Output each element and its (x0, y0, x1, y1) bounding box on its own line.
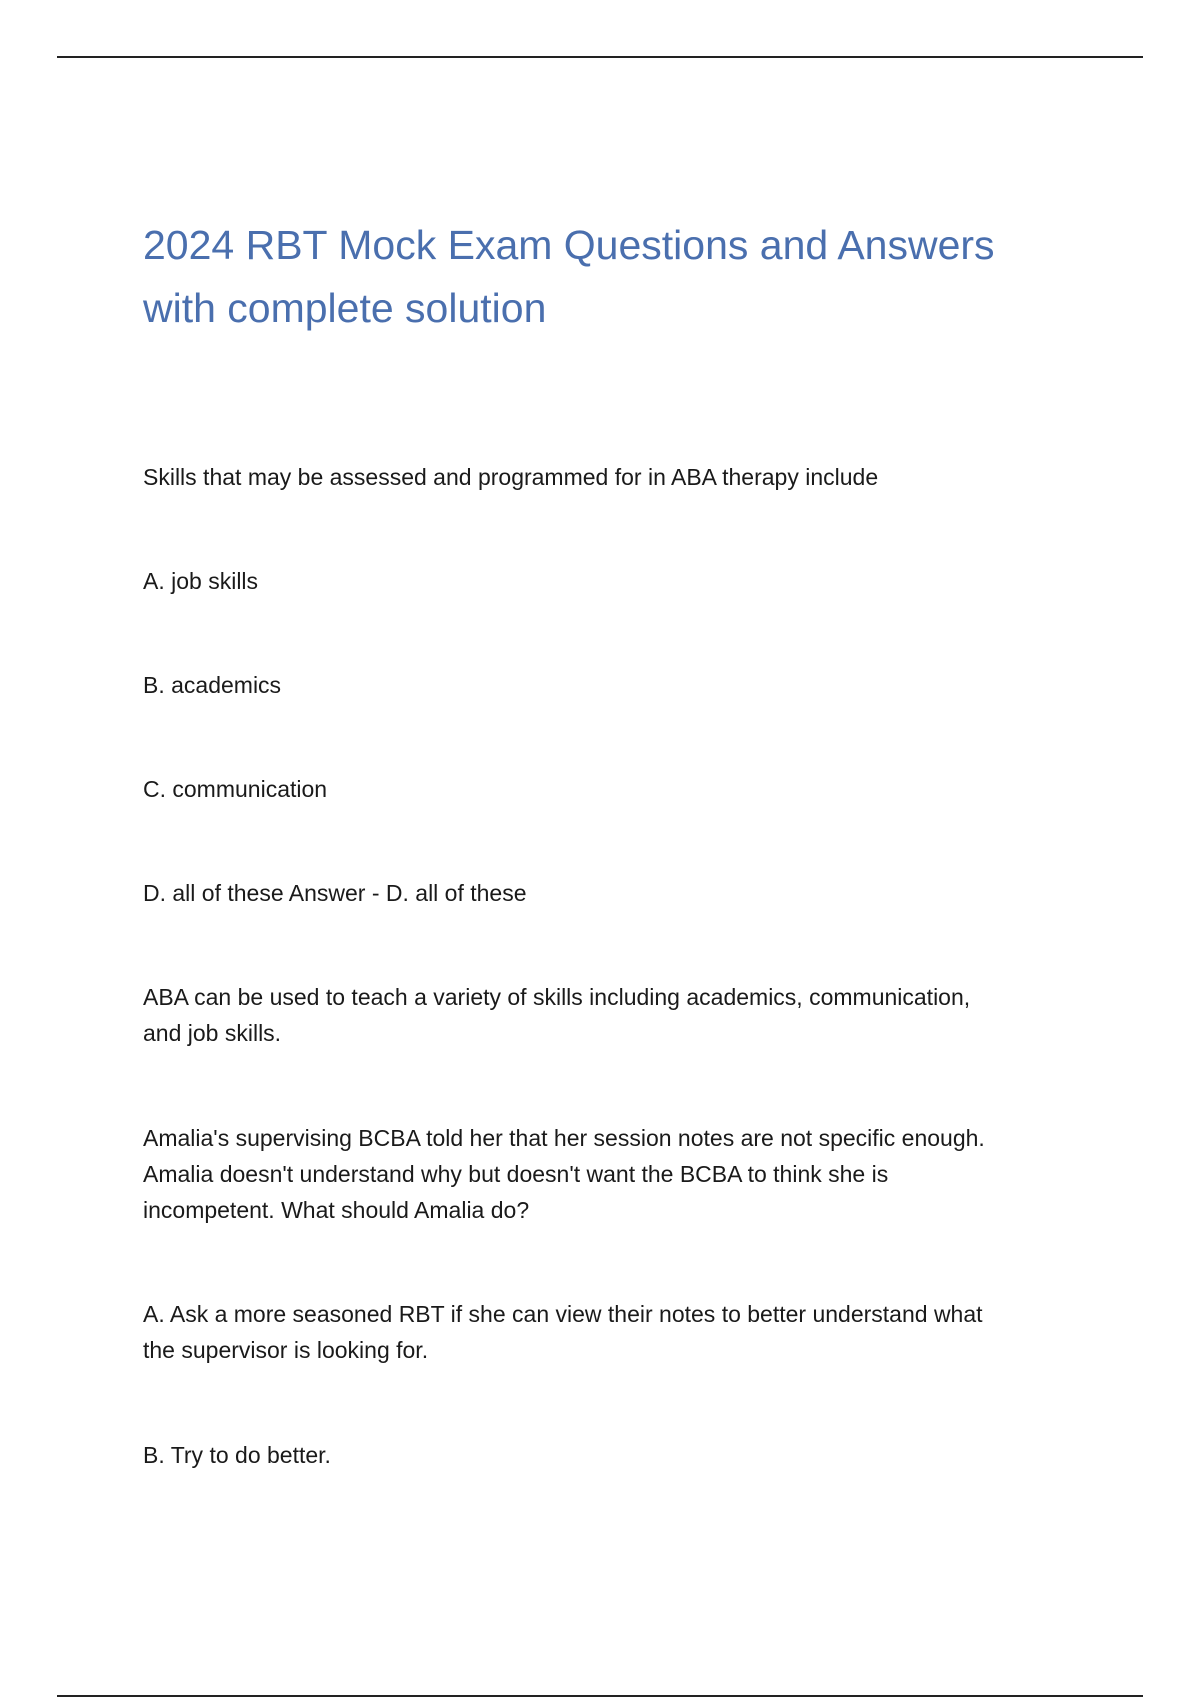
question-1-explanation (143, 979, 1083, 1051)
title-line-1: 2024 RBT Mock Exam Questions and Answers (143, 222, 995, 268)
question-1-option-d-answer: D. all of these Answer - D. all of these (143, 880, 527, 906)
question-2-option-a (143, 1296, 1083, 1368)
header-rule (57, 56, 1143, 58)
prompt-line-3: incompetent. What should Amalia do? (143, 1197, 530, 1223)
question-1-option-b: B. academics (143, 672, 282, 698)
prompt-line-1: Amalia's supervising BCBA told her that her session notes are not specific enough. (143, 1125, 985, 1151)
title-line-2: with complete solution (143, 285, 547, 331)
option-a-line-1: A. Ask a more seasoned RBT if she can view their notes to better understand what (143, 1301, 983, 1327)
question-2-prompt (143, 1120, 1083, 1228)
question-1-prompt: Skills that may be assessed and programmed for in ABA therapy include (143, 464, 879, 490)
question-2-option-b: B. Try to do better. (143, 1442, 331, 1468)
question-1-option-a: A. job skills (143, 568, 259, 594)
document-title (143, 214, 1083, 340)
footer-rule (57, 1695, 1143, 1697)
explanation-line-2: and job skills. (143, 1020, 282, 1046)
question-1-option-c: C. communication (143, 776, 328, 802)
option-a-line-2: the supervisor is looking for. (143, 1337, 429, 1363)
explanation-line-1: ABA can be used to teach a variety of skills including academics, communication, (143, 984, 971, 1010)
prompt-line-2: Amalia doesn't understand why but doesn't want the BCBA to think she is (143, 1161, 889, 1187)
